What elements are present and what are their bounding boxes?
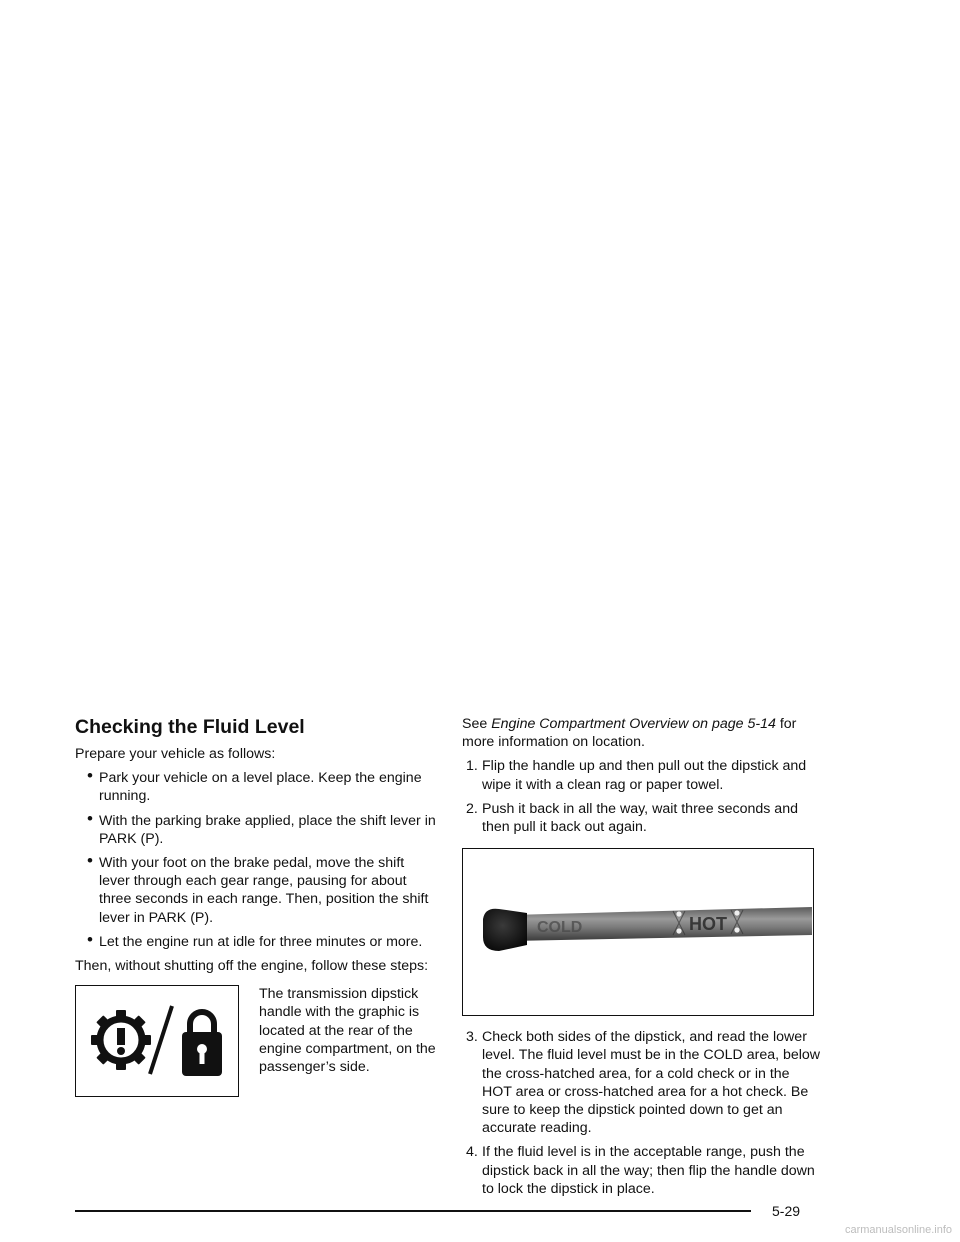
step-number: 3. — [466, 1029, 478, 1046]
step-number: 4. — [466, 1144, 478, 1161]
step-text: Push it back in all the way, wait three seconds and then pull it back out again. — [482, 800, 798, 836]
dipstick-photo — [462, 848, 814, 1016]
intro-text: Prepare your vehicle as follows: — [75, 746, 276, 762]
section-heading: Checking the Fluid Level — [75, 716, 305, 738]
step-text: Check both sides of the dipstick, and read the lower level. The fluid level must be in the COLD area, below the cross-hatched area, for a cold check or in the HOT area or cross-hatched area for a hot check. Be sure to keep the dipstick pointed down to get an accurate reading. — [482, 1029, 821, 1137]
list-item: • With your foot on the brake pedal, move the shift lever through each gear range, pausing for about three seconds in each range. Then, position the shift lever in PARK (P). — [75, 854, 437, 927]
transmission-lock-symbol — [75, 985, 239, 1097]
step-text: Flip the handle up and then pull out the dipstick and wipe it with a clean rag or paper towel. — [482, 758, 807, 793]
steps-intro-text: Then, without shutting off the engine, follow these steps: — [75, 958, 429, 975]
list-item — [462, 1143, 822, 1198]
steps-list-top — [462, 757, 822, 836]
see-suffix: for more information on location. — [462, 716, 797, 751]
page-number: 5-29 — [772, 1203, 801, 1219]
footer-rule — [75, 1210, 751, 1212]
step-number: 2. — [466, 800, 478, 817]
dipstick-location-text: The transmission dipstick handle with the graphic is located at the rear of the engine compartment, on the passenger’s side. — [259, 986, 436, 1076]
list-item: • Park your vehicle on a level place. Keep the engine running. — [75, 769, 437, 805]
left-column — [75, 715, 437, 1100]
see-reference — [462, 715, 822, 751]
dipstick-image — [463, 849, 812, 1014]
step-text: If the fluid level is in the acceptable range, push the dipstick back in all the way; then flip the handle down to lock the dipstick in place. — [482, 1144, 815, 1197]
cold-label: COLD — [537, 919, 583, 937]
steps-list-bottom — [462, 1028, 822, 1198]
right-column — [462, 715, 822, 1204]
preparation-list — [75, 769, 437, 951]
dipstick-symbol-figure — [75, 985, 437, 1100]
list-item: • Let the engine run at idle for three minutes or more. — [75, 933, 437, 951]
step-number: 1. — [466, 758, 478, 775]
list-item — [462, 800, 822, 836]
gear-lock-icon — [76, 986, 237, 1095]
hot-label: HOT — [689, 914, 727, 935]
page-reference-link[interactable]: Engine Compartment Overview on page 5-14 — [491, 716, 776, 732]
list-item — [462, 1028, 822, 1137]
list-item — [462, 757, 822, 793]
see-prefix: See — [462, 716, 492, 732]
watermark: carmanualsonline.info — [844, 1224, 952, 1236]
list-item: • With the parking brake applied, place the shift lever in PARK (P). — [75, 812, 437, 848]
